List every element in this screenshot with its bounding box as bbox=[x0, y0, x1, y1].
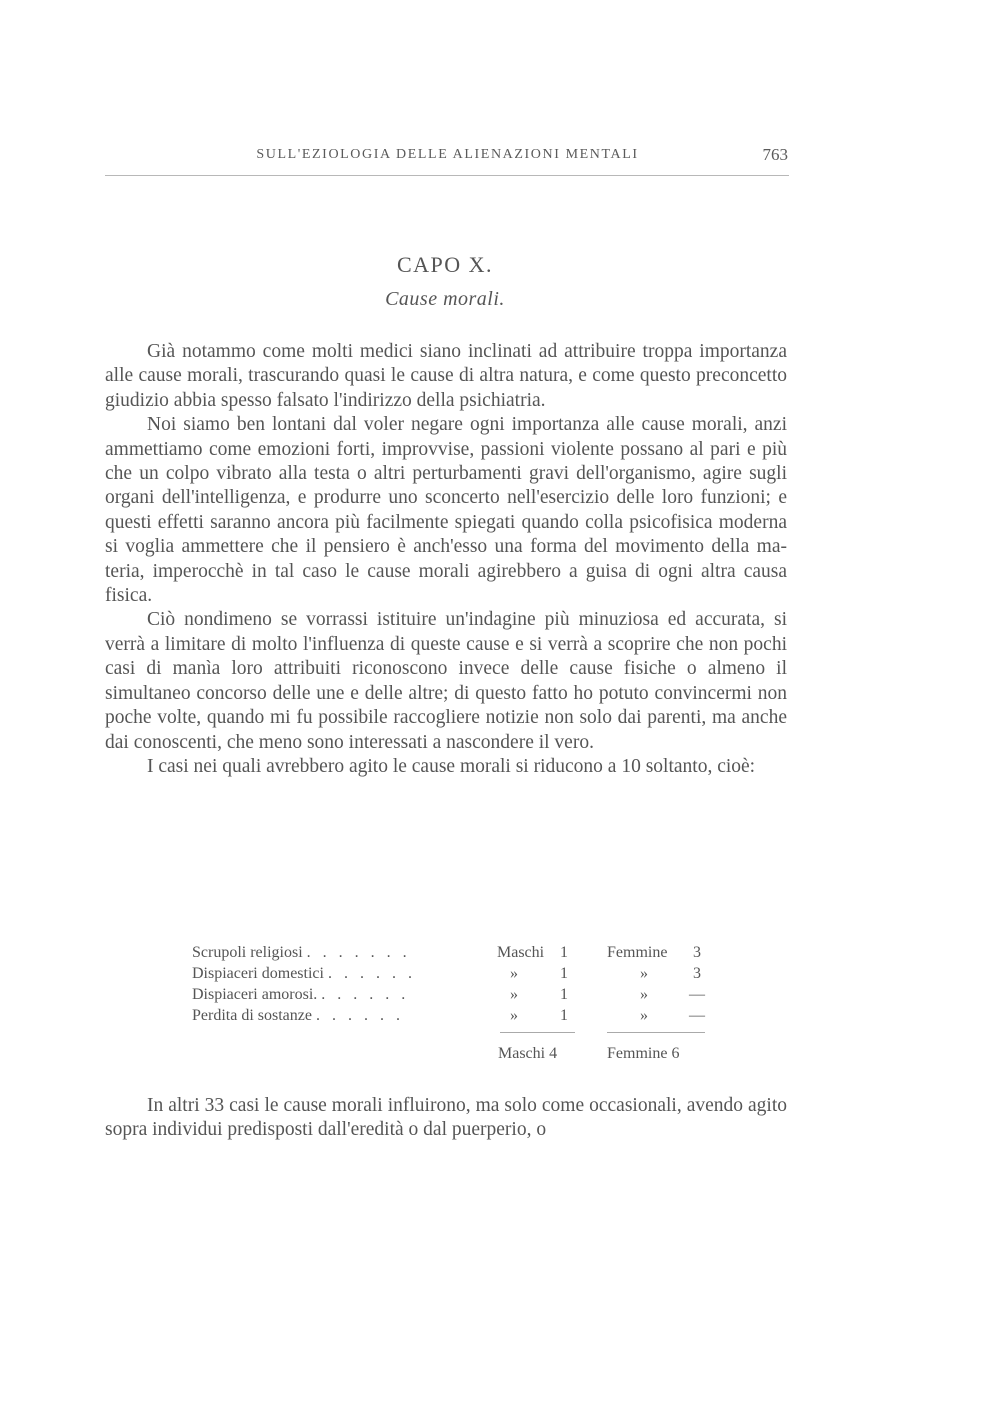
body-text bbox=[105, 1094, 787, 1143]
cause-label: Perdita di sostanze . . . . . . bbox=[192, 1007, 404, 1024]
table-row bbox=[192, 944, 712, 965]
female-sum-rule bbox=[607, 1032, 705, 1033]
male-label: Maschi bbox=[497, 944, 545, 961]
male-sum-rule bbox=[500, 1032, 575, 1033]
table-row bbox=[192, 1007, 712, 1028]
running-title: SULL'EZIOLOGIA DELLE ALIENAZIONI MENTALI bbox=[256, 147, 639, 162]
female-label: » bbox=[640, 986, 648, 1003]
male-label: » bbox=[510, 986, 518, 1003]
chapter-subtitle: Cause morali. bbox=[385, 288, 505, 310]
chapter-title: CAPO X. bbox=[396, 252, 494, 277]
female-label: » bbox=[640, 965, 648, 982]
paragraph: Noi siamo ben lontani dal voler negare ogni importanza alle cause morali, anzi ammettiamo come emozioni forti, improvvise, passioni violente possano al pari e più che un colpo vibrato alla testa o altri perturbamenti gravi dell'organismo, agire sugli organi dell'intelligenza, e produrre uno sconcerto nell'esercizio delle loro funzioni; e questi effetti saranno ancora più facilmente spiegati quando colla psicofisica moderna si voglia ammettere che il pensiero è anch'esso una forma del movimento della materia, imperocchè in tal caso le cause morali agirebbero a guisa di ogni altra causa fisica. bbox=[105, 414, 787, 607]
paragraph: In altri 33 casi le cause morali influirono, ma solo come occasionali, avendo agito sopra individui predisposti dall'eredità o dal puerperio, o bbox=[105, 1095, 787, 1141]
female-label: » bbox=[640, 1007, 648, 1024]
header-rule bbox=[105, 175, 789, 176]
table-row bbox=[192, 986, 712, 1007]
male-count: 1 bbox=[560, 1007, 568, 1024]
paragraph: Già notammo come molti medici siano inclinati ad attribuire troppa importanza alle cause morali, trascurando quasi le cause di altra natura, e come questo preconcetto giudizio abbia spesso falsato l'indirizzo della psichiatria. bbox=[105, 341, 787, 411]
female-label: Femmine bbox=[607, 944, 668, 961]
page-number: 763 bbox=[762, 145, 788, 164]
table-row bbox=[192, 965, 712, 986]
paragraph: I casi nei quali avrebbero agito le cause morali si riducono a 10 soltanto, cioè: bbox=[147, 755, 756, 777]
cause-label: Dispiaceri domestici . . . . . . bbox=[192, 965, 416, 982]
male-label: » bbox=[510, 965, 518, 982]
male-label: » bbox=[510, 1007, 518, 1024]
male-count: 1 bbox=[560, 944, 568, 961]
running-header bbox=[105, 143, 790, 169]
cause-label: Scrupoli religiosi . . . . . . . bbox=[192, 944, 411, 961]
body-text bbox=[105, 340, 787, 779]
cause-table bbox=[192, 944, 712, 1028]
paragraph: Ciò nondimeno se vorrassi istituire un'indagine più minuziosa ed accurata, si verrà a limitare di molto l'influenza di queste cause e si verrà a scoprire che non pochi casi di manìa loro attribuiti riconoscono invece delle cause fisiche o almeno il simultaneo concorso delle une e delle altre; di questo fatto ho potuto convincermi non poche volte, quando mi fu possibile raccogliere notizie non solo dai parenti, ma anche dai conoscenti, che meno sono interessati a nascondere il vero. bbox=[105, 609, 787, 753]
female-count: 3 bbox=[693, 944, 701, 961]
female-count: 3 bbox=[693, 965, 701, 982]
male-count: 1 bbox=[560, 986, 568, 1003]
male-count: 1 bbox=[560, 965, 568, 982]
male-total: Maschi 4 bbox=[498, 1045, 558, 1062]
female-count: — bbox=[689, 986, 705, 1003]
female-total: Femmine 6 bbox=[607, 1045, 680, 1062]
female-count: — bbox=[689, 1007, 705, 1024]
cause-label: Dispiaceri amorosi. . . . . . . bbox=[192, 986, 410, 1003]
